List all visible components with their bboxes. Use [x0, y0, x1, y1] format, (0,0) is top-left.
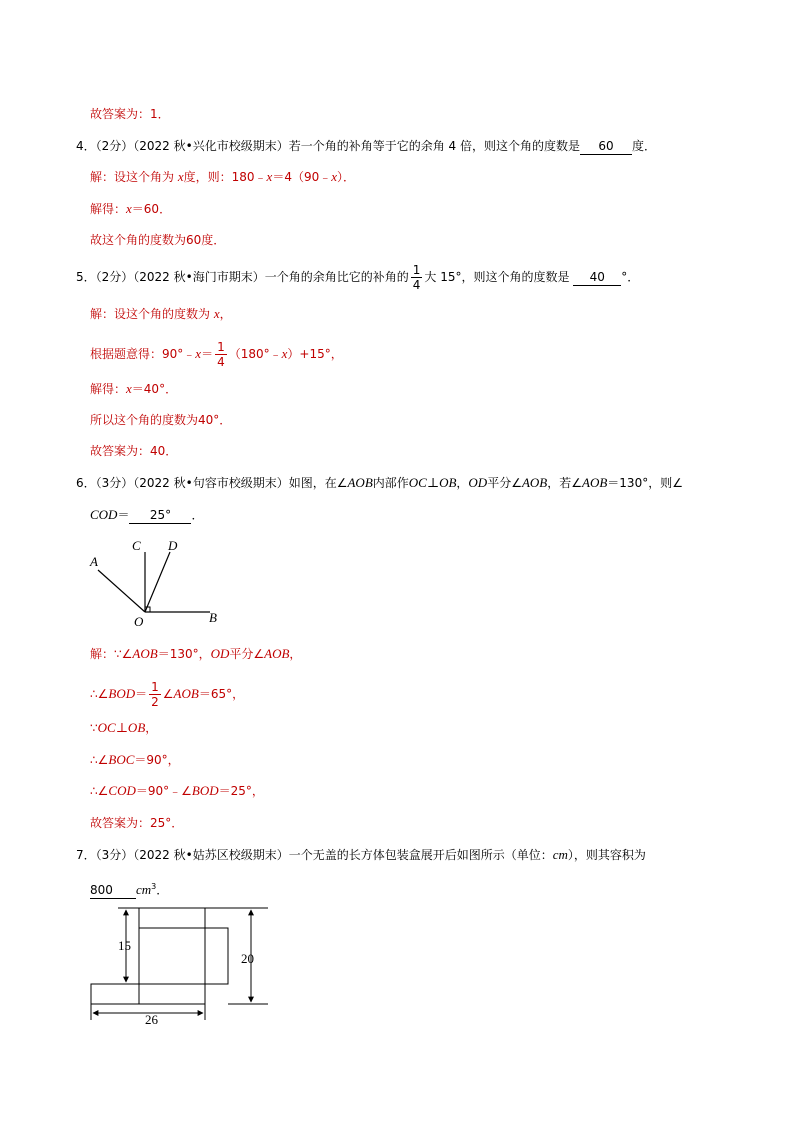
q5-eq-fraction: $\frac{1}{4}$	[217, 340, 225, 369]
q5-equation: 根据题意得：90°﹣x＝ $\frac{1}{4}$ （180°﹣x）+15°，	[90, 340, 343, 369]
q7-stem: 7．（3分）（2022 秋•姑苏区校级期末）一个无盖的长方体包装盒展开后如图所示（单位：cm），则其容积为	[76, 847, 646, 862]
q5-answer-blank: 40	[573, 270, 621, 286]
ray-oa	[98, 570, 145, 612]
q6-sol-1: 解：∵∠AOB＝130°，OD平分∠AOB，	[90, 646, 302, 661]
net-bottom-flap	[91, 984, 205, 1004]
dim-20-label: 20	[241, 951, 254, 966]
dim-15-label: 15	[118, 938, 131, 953]
q6-stem-cont: COD＝ 25° ．	[90, 507, 204, 522]
q7-answer-blank: 800	[90, 883, 136, 899]
q4-solved: 解得：x＝60．	[90, 201, 172, 216]
q7-source: （2022 秋•姑苏区校级期末）	[133, 848, 289, 862]
q3-answer: 故答案为：1．	[90, 107, 170, 121]
q6-sol-4: ∴∠BOC＝90°，	[90, 752, 180, 767]
q6-stem: 6．（3分）（2022 秋•句容市校级期末）如图，在∠AOB内部作OC⊥OB，OD平分∠AOB，若∠AOB＝130°，则∠	[76, 475, 683, 490]
label-o: O	[134, 614, 144, 628]
q4-solution-setup: 解：设这个角为 x度，则：180﹣x＝4（90﹣x）．	[90, 169, 356, 184]
q6-answer: 故答案为：25°．	[90, 816, 184, 830]
q4-conclusion: 故这个角的度数为60度．	[90, 233, 226, 247]
q6-fraction: $\frac{1}{2}$	[151, 680, 159, 709]
q7-number: 7．	[76, 848, 96, 862]
q4-stem: 4．（2分）（2022 秋•兴化市校级期末）若一个角的补角等于它的余角 4 倍，则这个角的度数是 60 度．	[76, 139, 657, 153]
net-right-flap	[139, 928, 228, 984]
q7-answer-line: 800 $cm^3$．	[90, 882, 169, 897]
q5-stem: 5．（2分）（2022 秋•海门市期末）一个角的余角比它的补角的 $\frac{1}{4}$ 大 15°，则这个角的度数是 40 °．	[76, 263, 640, 292]
q6-sol-2: ∴∠BOD＝ $\frac{1}{2}$ ∠AOB＝65°，	[90, 680, 245, 709]
q6-sol-3: ∵OC⊥OB，	[90, 720, 158, 735]
ray-od	[145, 552, 170, 612]
net-main-rect	[139, 908, 205, 1004]
q4-number: 4．	[76, 139, 96, 153]
q7-box-net-figure	[84, 900, 274, 1024]
q5-number: 5．	[76, 270, 96, 284]
q5-solution-setup: 解：设这个角的度数为 x，	[90, 306, 232, 321]
q6-number: 6．	[76, 476, 96, 490]
label-b: B	[209, 610, 217, 625]
dim-26-label: 26	[145, 1012, 158, 1024]
q6-angle-figure	[84, 534, 234, 628]
q5-source: （2022 秋•海门市期末）	[133, 270, 265, 284]
q4-answer-blank: 60	[580, 139, 632, 155]
q6-answer-blank: 25°	[129, 508, 191, 524]
q6-sol-5: ∴∠COD＝90°﹣∠BOD＝25°，	[90, 783, 264, 798]
q5-conclusion: 所以这个角的度数为40°．	[90, 413, 232, 427]
label-d: D	[168, 538, 178, 553]
q5-fraction: $\frac{1}{4}$	[412, 263, 421, 292]
q5-answer: 故答案为：40．	[90, 444, 178, 458]
label-c: C	[132, 538, 141, 553]
q6-source: （2022 秋•句容市校级期末）	[133, 476, 289, 490]
q5-solved: 解得：x＝40°．	[90, 381, 178, 396]
q4-source: （2022 秋•兴化市校级期末）	[133, 139, 289, 153]
label-a: A	[90, 554, 98, 569]
